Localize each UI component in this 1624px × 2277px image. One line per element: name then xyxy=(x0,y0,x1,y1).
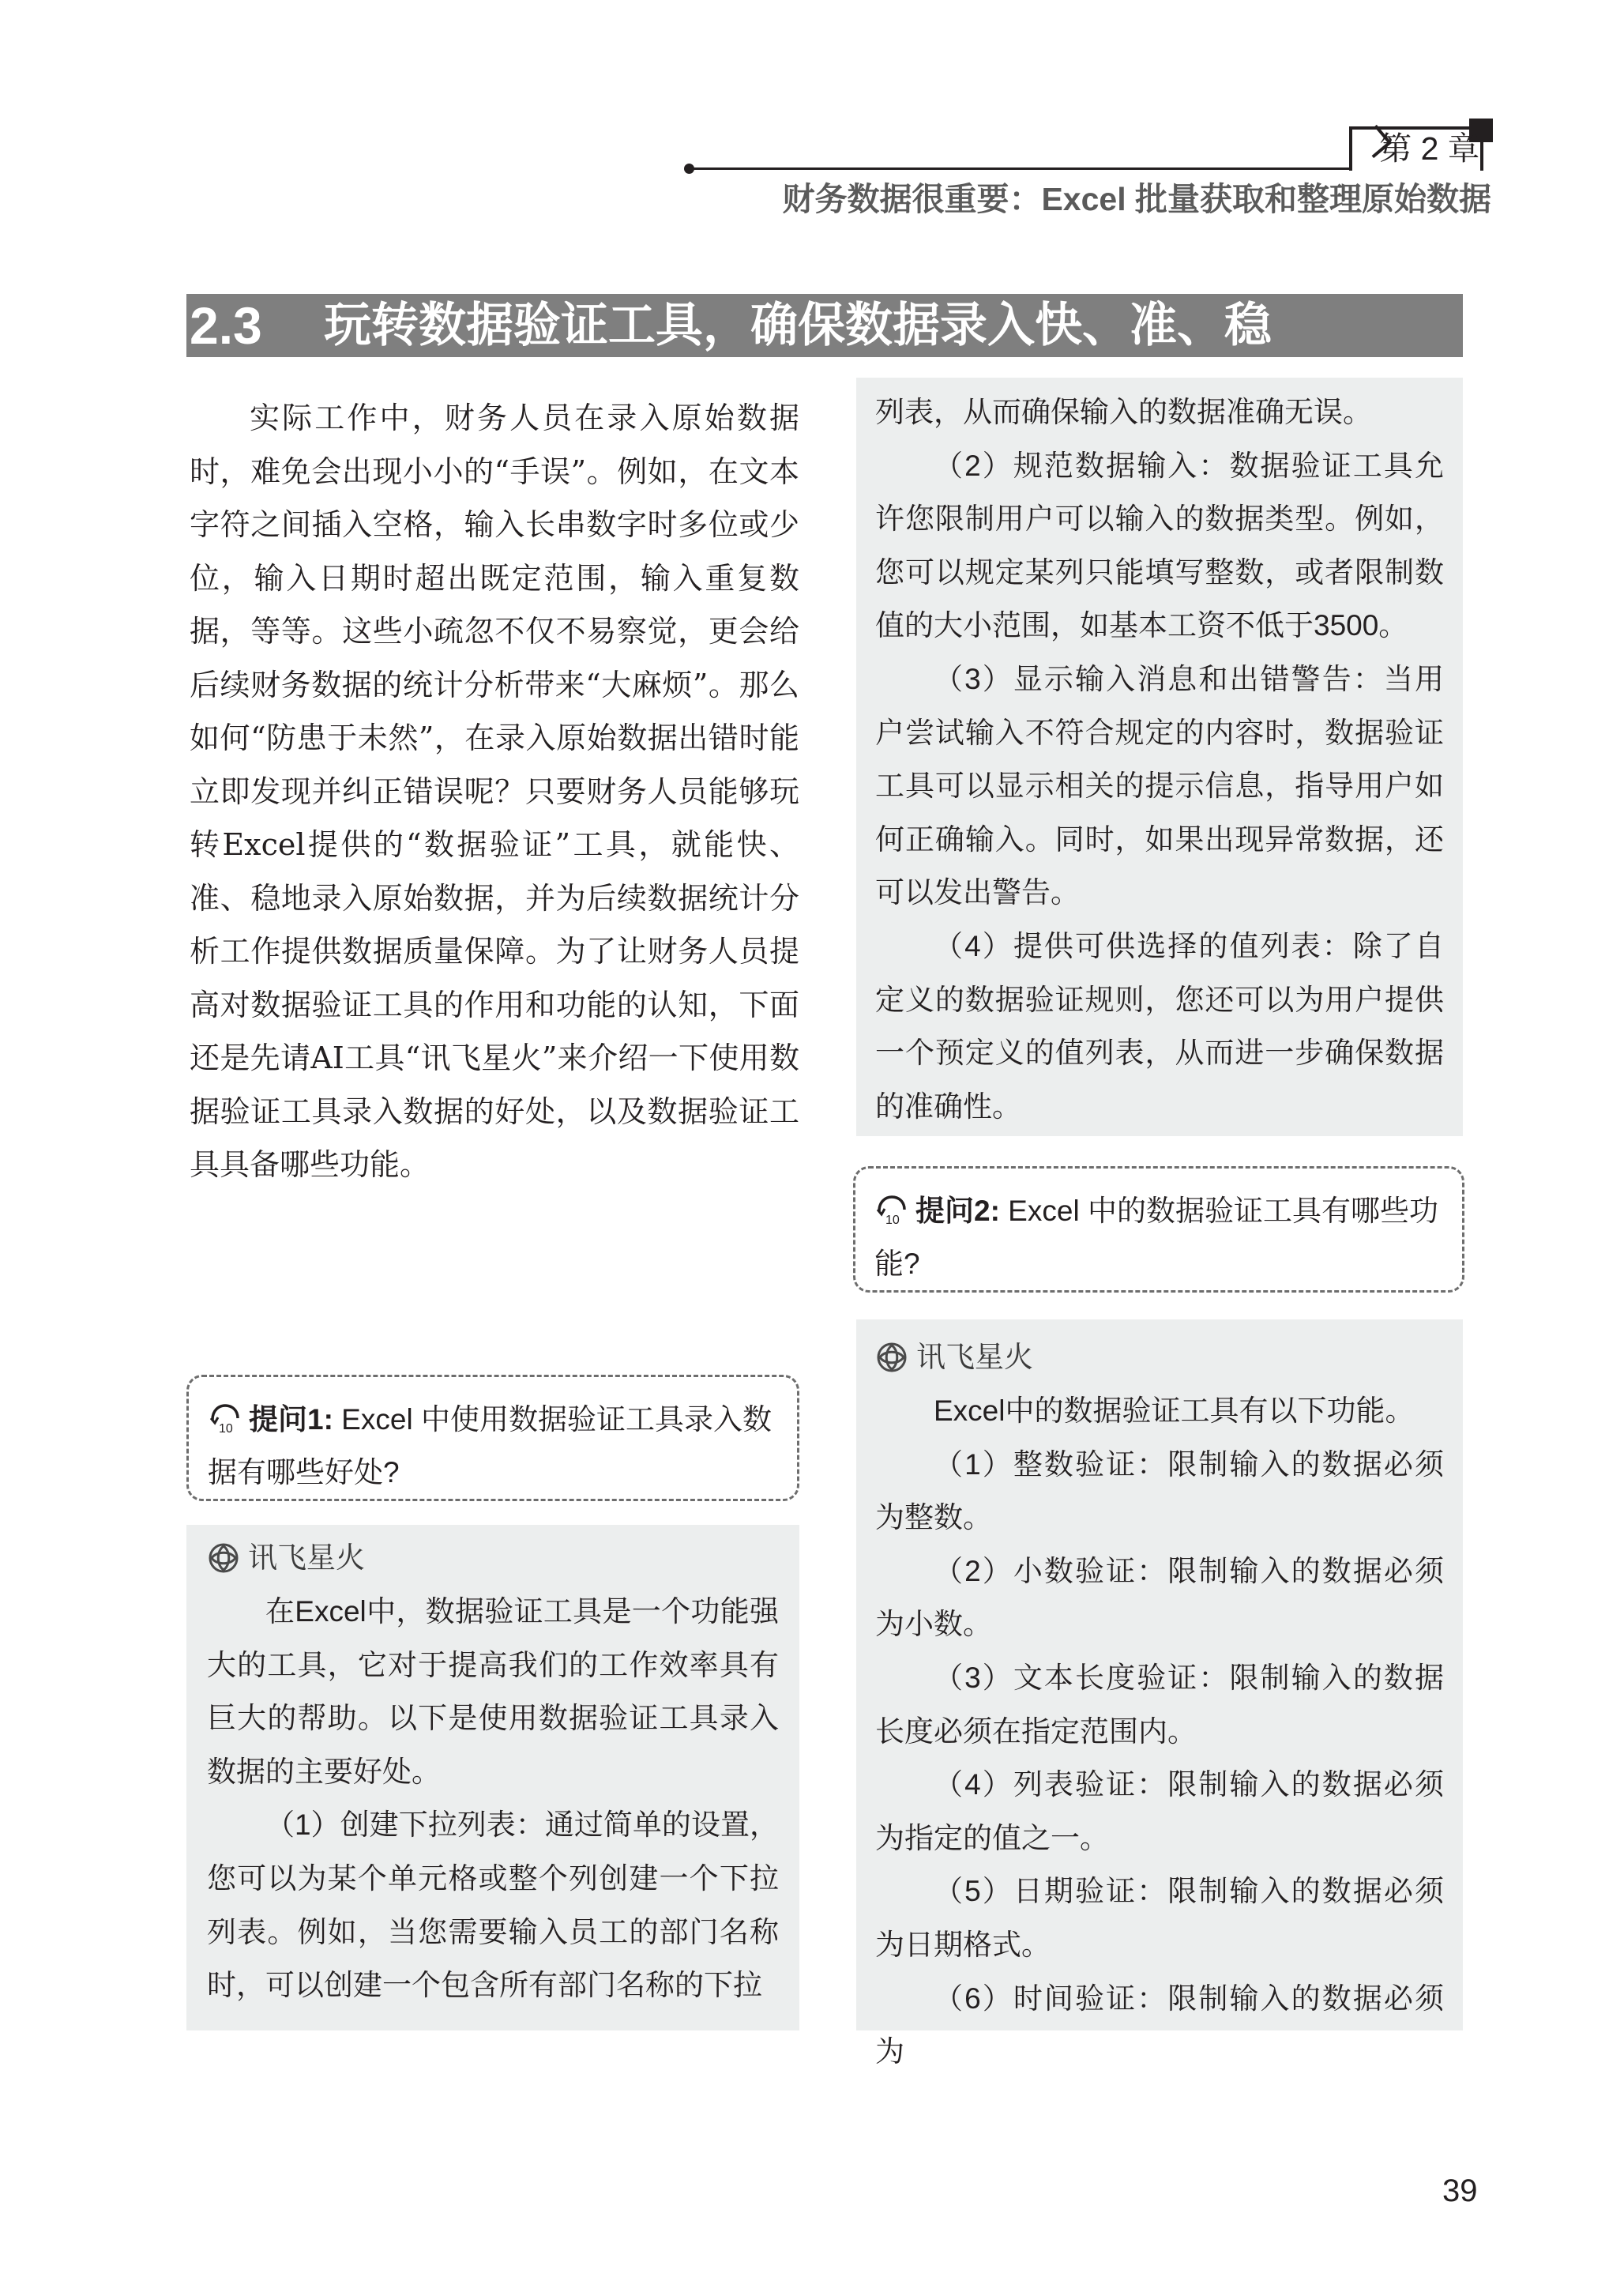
ai-answer-1-body xyxy=(207,1585,779,2012)
ai-answer-paragraph: （5）日期验证：限制输入的数据必须为日期格式。 xyxy=(875,1875,1444,1961)
header-rule-dot xyxy=(684,164,694,174)
ai-answer-1-continued-body xyxy=(875,386,1444,1133)
ai-answer-paragraph: （1）创建下拉列表：通过简单的设置，您可以为某个单元格或整个列创建一个下拉列表。例如，当您需要输入员工的部门名称时，可以创建一个包含所有部门名称的下拉 xyxy=(207,1808,779,2002)
ai-answer-panel-1 xyxy=(186,1525,799,2030)
question-icon xyxy=(874,1194,909,1225)
svg-text:10: 10 xyxy=(885,1214,900,1225)
ai-name: 讯飞星火 xyxy=(248,1541,365,1574)
ai-answer-paragraph: 在Excel中，数据验证工具是一个功能强大的工具，它对于提高我们的工作效率具有巨大的帮助。以下是使用数据验证工具录入数据的主要好处。 xyxy=(207,1595,779,1788)
question-box-2 xyxy=(853,1166,1464,1293)
ai-answer-paragraph: （2）小数验证：限制输入的数据必须为小数。 xyxy=(875,1554,1444,1641)
ai-name: 讯飞星火 xyxy=(916,1341,1033,1373)
svg-text:10: 10 xyxy=(219,1422,233,1434)
ai-answer-header xyxy=(207,1539,779,1577)
section-title: 玩转数据验证工具，确保数据录入快、准、稳 xyxy=(324,299,1272,352)
question-1-body: Excel 中使用数据验证工具录入数据有哪些好处? xyxy=(208,1403,772,1489)
page-number: 39 xyxy=(1442,2174,1478,2208)
ai-answer-2-body xyxy=(875,1384,1444,2079)
question-2-body: Excel 中的数据验证工具有哪些功能? xyxy=(874,1195,1438,1280)
spark-logo-icon xyxy=(207,1541,240,1575)
ai-answer-header xyxy=(875,1338,1444,1376)
intro-paragraph: 实际工作中，财务人员在录入原始数据时，难免会出现小小的“手误”。例如，在文本字符之间插入空格，输入长串数字时多位或少位，输入日期时超出既定范围，输入重复数据，等等。这些小疏忽不仅不易察觉，更会给后续财务数据的统计分析带来“大麻烦”。那么如何“防患于未然”，在录入原始数据出错时能立即发现并纠正错误呢？只要财务人员能够玩转Excel提供的“数据验证”工具，就能快、准、稳地录入原始数据，并为后续数据统计分析工作提供数据质量保障。为了让财务人员提高对数据验证工具的作用和功能的认知，下面还是先请AI工具“讯飞星火”来介绍一下使用数据验证工具录入数据的好处，以及数据验证工具具备哪些功能。 xyxy=(190,401,799,1182)
question-1-label: 提问1: xyxy=(249,1403,333,1436)
question-2-text xyxy=(874,1184,1443,1290)
ai-answer-panel-1-continued xyxy=(856,378,1463,1136)
ai-answer-paragraph: （3）显示输入消息和出错警告：当用户尝试输入不符合规定的内容时，数据验证工具可以显示相关的提示信息，指导用户如何正确输入。同时，如果出现异常数据，还可以发出警告。 xyxy=(875,662,1444,909)
question-1-text xyxy=(208,1393,778,1499)
question-box-1 xyxy=(186,1375,799,1501)
running-title: 财务数据很重要：Excel 批量获取和整理原始数据 xyxy=(782,181,1491,217)
ai-answer-paragraph: （4）提供可供选择的值列表：除了自定义的数据验证规则，您还可以为用户提供一个预定义的值列表，从而进一步确保数据的准确性。 xyxy=(875,929,1444,1123)
spark-logo-icon xyxy=(875,1341,908,1374)
ai-answer-paragraph: （4）列表验证：限制输入的数据必须为指定的值之一。 xyxy=(875,1768,1444,1854)
question-icon xyxy=(208,1402,242,1434)
ai-answer-paragraph: 列表，从而确保输入的数据准确无误。 xyxy=(875,396,1372,428)
chapter-label: 第 2 章 xyxy=(1379,130,1480,167)
ai-answer-paragraph: （2）规范数据输入：数据验证工具允许您限制用户可以输入的数据类型。例如，您可以规定某列只能填写整数，或者限制数值的大小范围，如基本工资不低于3500。 xyxy=(875,449,1444,642)
ai-answer-paragraph: （1）整数验证：限制输入的数据必须为整数。 xyxy=(875,1447,1444,1534)
section-number: 2.3 xyxy=(190,296,262,355)
question-2-label: 提问2: xyxy=(915,1195,1000,1227)
ai-answer-paragraph: Excel中的数据验证工具有以下功能。 xyxy=(934,1394,1415,1427)
ai-answer-paragraph: （3）文本长度验证：限制输入的数据长度必须在指定范围内。 xyxy=(875,1661,1444,1748)
ai-answer-panel-2 xyxy=(856,1319,1463,2068)
ai-answer-paragraph: （6）时间验证：限制输入的数据必须为 xyxy=(875,1982,1444,2068)
